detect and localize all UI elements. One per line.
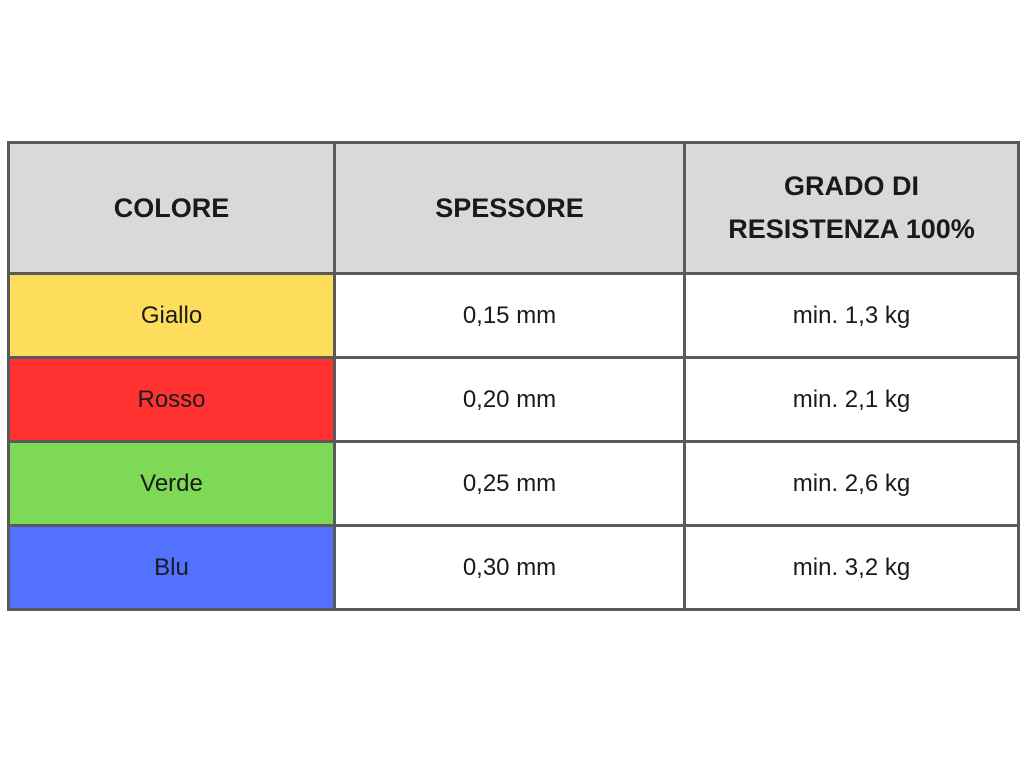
cell-spessore: 0,15 mm <box>335 274 685 358</box>
cell-resistenza: min. 2,1 kg <box>685 358 1019 442</box>
table-row <box>9 358 1019 442</box>
cell-resistenza: min. 1,3 kg <box>685 274 1019 358</box>
table-row <box>9 442 1019 526</box>
cell-colore: Verde <box>9 442 335 526</box>
header-colore: COLORE <box>9 143 335 274</box>
cell-spessore: 0,30 mm <box>335 526 685 610</box>
cell-colore: Rosso <box>9 358 335 442</box>
spec-table-container <box>7 141 1017 611</box>
cell-spessore: 0,25 mm <box>335 442 685 526</box>
table-row <box>9 526 1019 610</box>
cell-resistenza: min. 3,2 kg <box>685 526 1019 610</box>
table-row <box>9 274 1019 358</box>
cell-colore: Blu <box>9 526 335 610</box>
header-spessore: SPESSORE <box>335 143 685 274</box>
table-header-row <box>9 143 1019 274</box>
cell-spessore: 0,20 mm <box>335 358 685 442</box>
cell-colore: Giallo <box>9 274 335 358</box>
cell-resistenza: min. 2,6 kg <box>685 442 1019 526</box>
spec-table <box>7 141 1020 611</box>
header-resistenza: GRADO DI RESISTENZA 100% <box>685 143 1019 274</box>
